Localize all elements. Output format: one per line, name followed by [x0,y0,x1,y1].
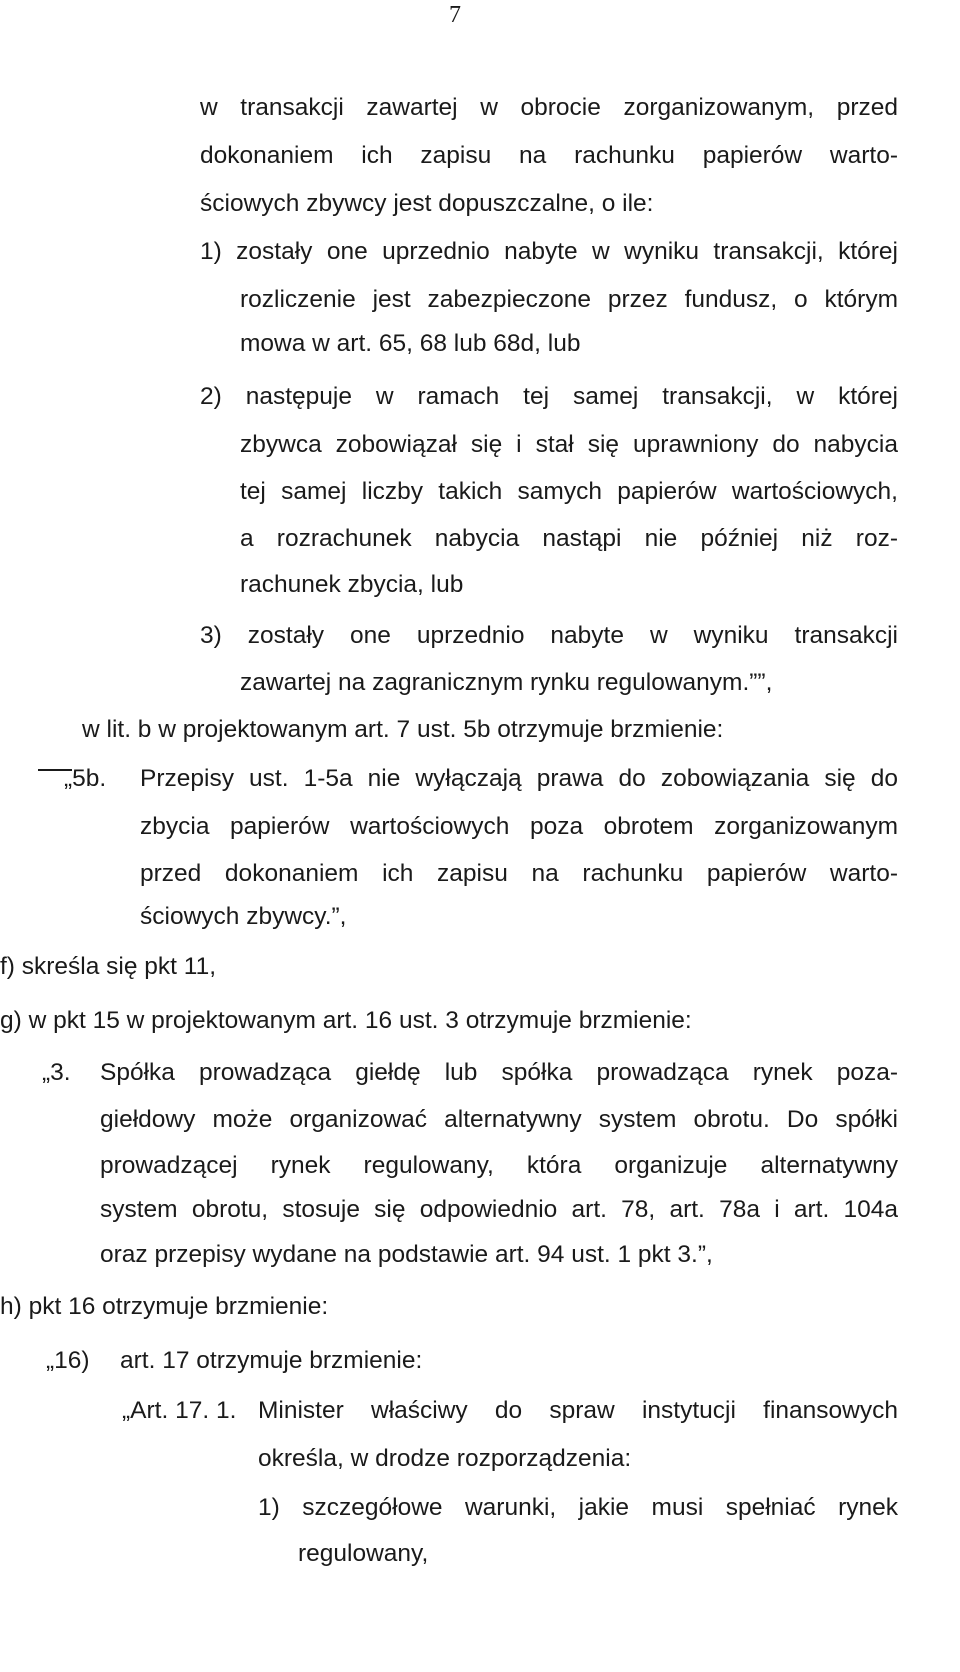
paragraph-label: „Art. 17. 1. [122,1397,237,1424]
text-line: Przepisy ust. 1-5a nie wyłączają prawa do zobowiązania się do [140,765,898,792]
list-item: f) skreśla się pkt 11, [0,953,217,980]
text-line: system obrotu, stosuje się odpowiednio art. 78, art. 78a i art. 104a [100,1196,898,1223]
list-item: 3) zostały one uprzednio nabyte w wyniku transakcji [200,622,898,649]
text-line: ściowych zbywcy.”, [140,903,347,930]
text-line: a rozrachunek nabycia nastąpi nie później niż roz- [240,525,898,552]
list-item: 1) szczegółowe warunki, jakie musi spełniać rynek [258,1494,898,1521]
text-line: oraz przepisy wydane na podstawie art. 94 ust. 1 pkt 3.”, [100,1241,713,1268]
text-line: rachunek zbycia, lub [240,571,464,598]
text-line: w transakcji zawartej w obrocie zorganizowanym, przed [200,94,898,121]
list-item: w lit. b w projektowanym art. 7 ust. 5b otrzymuje brzmienie: [82,716,724,743]
text-line: zbycia papierów wartościowych poza obrotem zorganizowanym [140,813,898,840]
list-item: g) w pkt 15 w projektowanym art. 16 ust. 3 otrzymuje brzmienie: [0,1007,692,1034]
text-line: giełdowy może organizować alternatywny system obrotu. Do spółki [100,1106,898,1133]
page-number: 7 [449,2,461,28]
text-line: art. 17 otrzymuje brzmienie: [120,1347,423,1374]
text-line: regulowany, [298,1540,429,1567]
text-line: ściowych zbywcy jest dopuszczalne, o ile: [200,190,654,217]
text-line: przed dokonaniem ich zapisu na rachunku papierów warto- [140,860,898,887]
text-line: określa, w drodze rozporządzenia: [258,1445,632,1472]
text-line: prowadzącej rynek regulowany, która organizuje alternatywny [100,1152,898,1179]
text-line: zbywca zobowiązał się i stał się uprawniony do nabycia [240,431,898,458]
list-item: h) pkt 16 otrzymuje brzmienie: [0,1293,329,1320]
text-line: zawartej na zagranicznym rynku regulowanym.””, [240,669,773,696]
text-line: Minister właściwy do spraw instytucji finansowych [258,1397,898,1424]
paragraph-label: „16) [46,1347,90,1374]
list-item: 2) następuje w ramach tej samej transakcji, w której [200,383,898,410]
paragraph-label: „5b. [64,765,107,792]
text-line: mowa w art. 65, 68 lub 68d, lub [240,330,581,357]
paragraph-label: „3. [42,1059,71,1086]
text-line: Spółka prowadząca giełdę lub spółka prowadząca rynek poza- [100,1059,898,1086]
list-item: 1) zostały one uprzednio nabyte w wyniku transakcji, której [200,238,898,265]
text-line: rozliczenie jest zabezpieczone przez fundusz, o którym [240,286,898,313]
text-line: dokonaniem ich zapisu na rachunku papierów warto- [200,142,898,169]
text-line: tej samej liczby takich samych papierów wartościowych, [240,478,898,505]
